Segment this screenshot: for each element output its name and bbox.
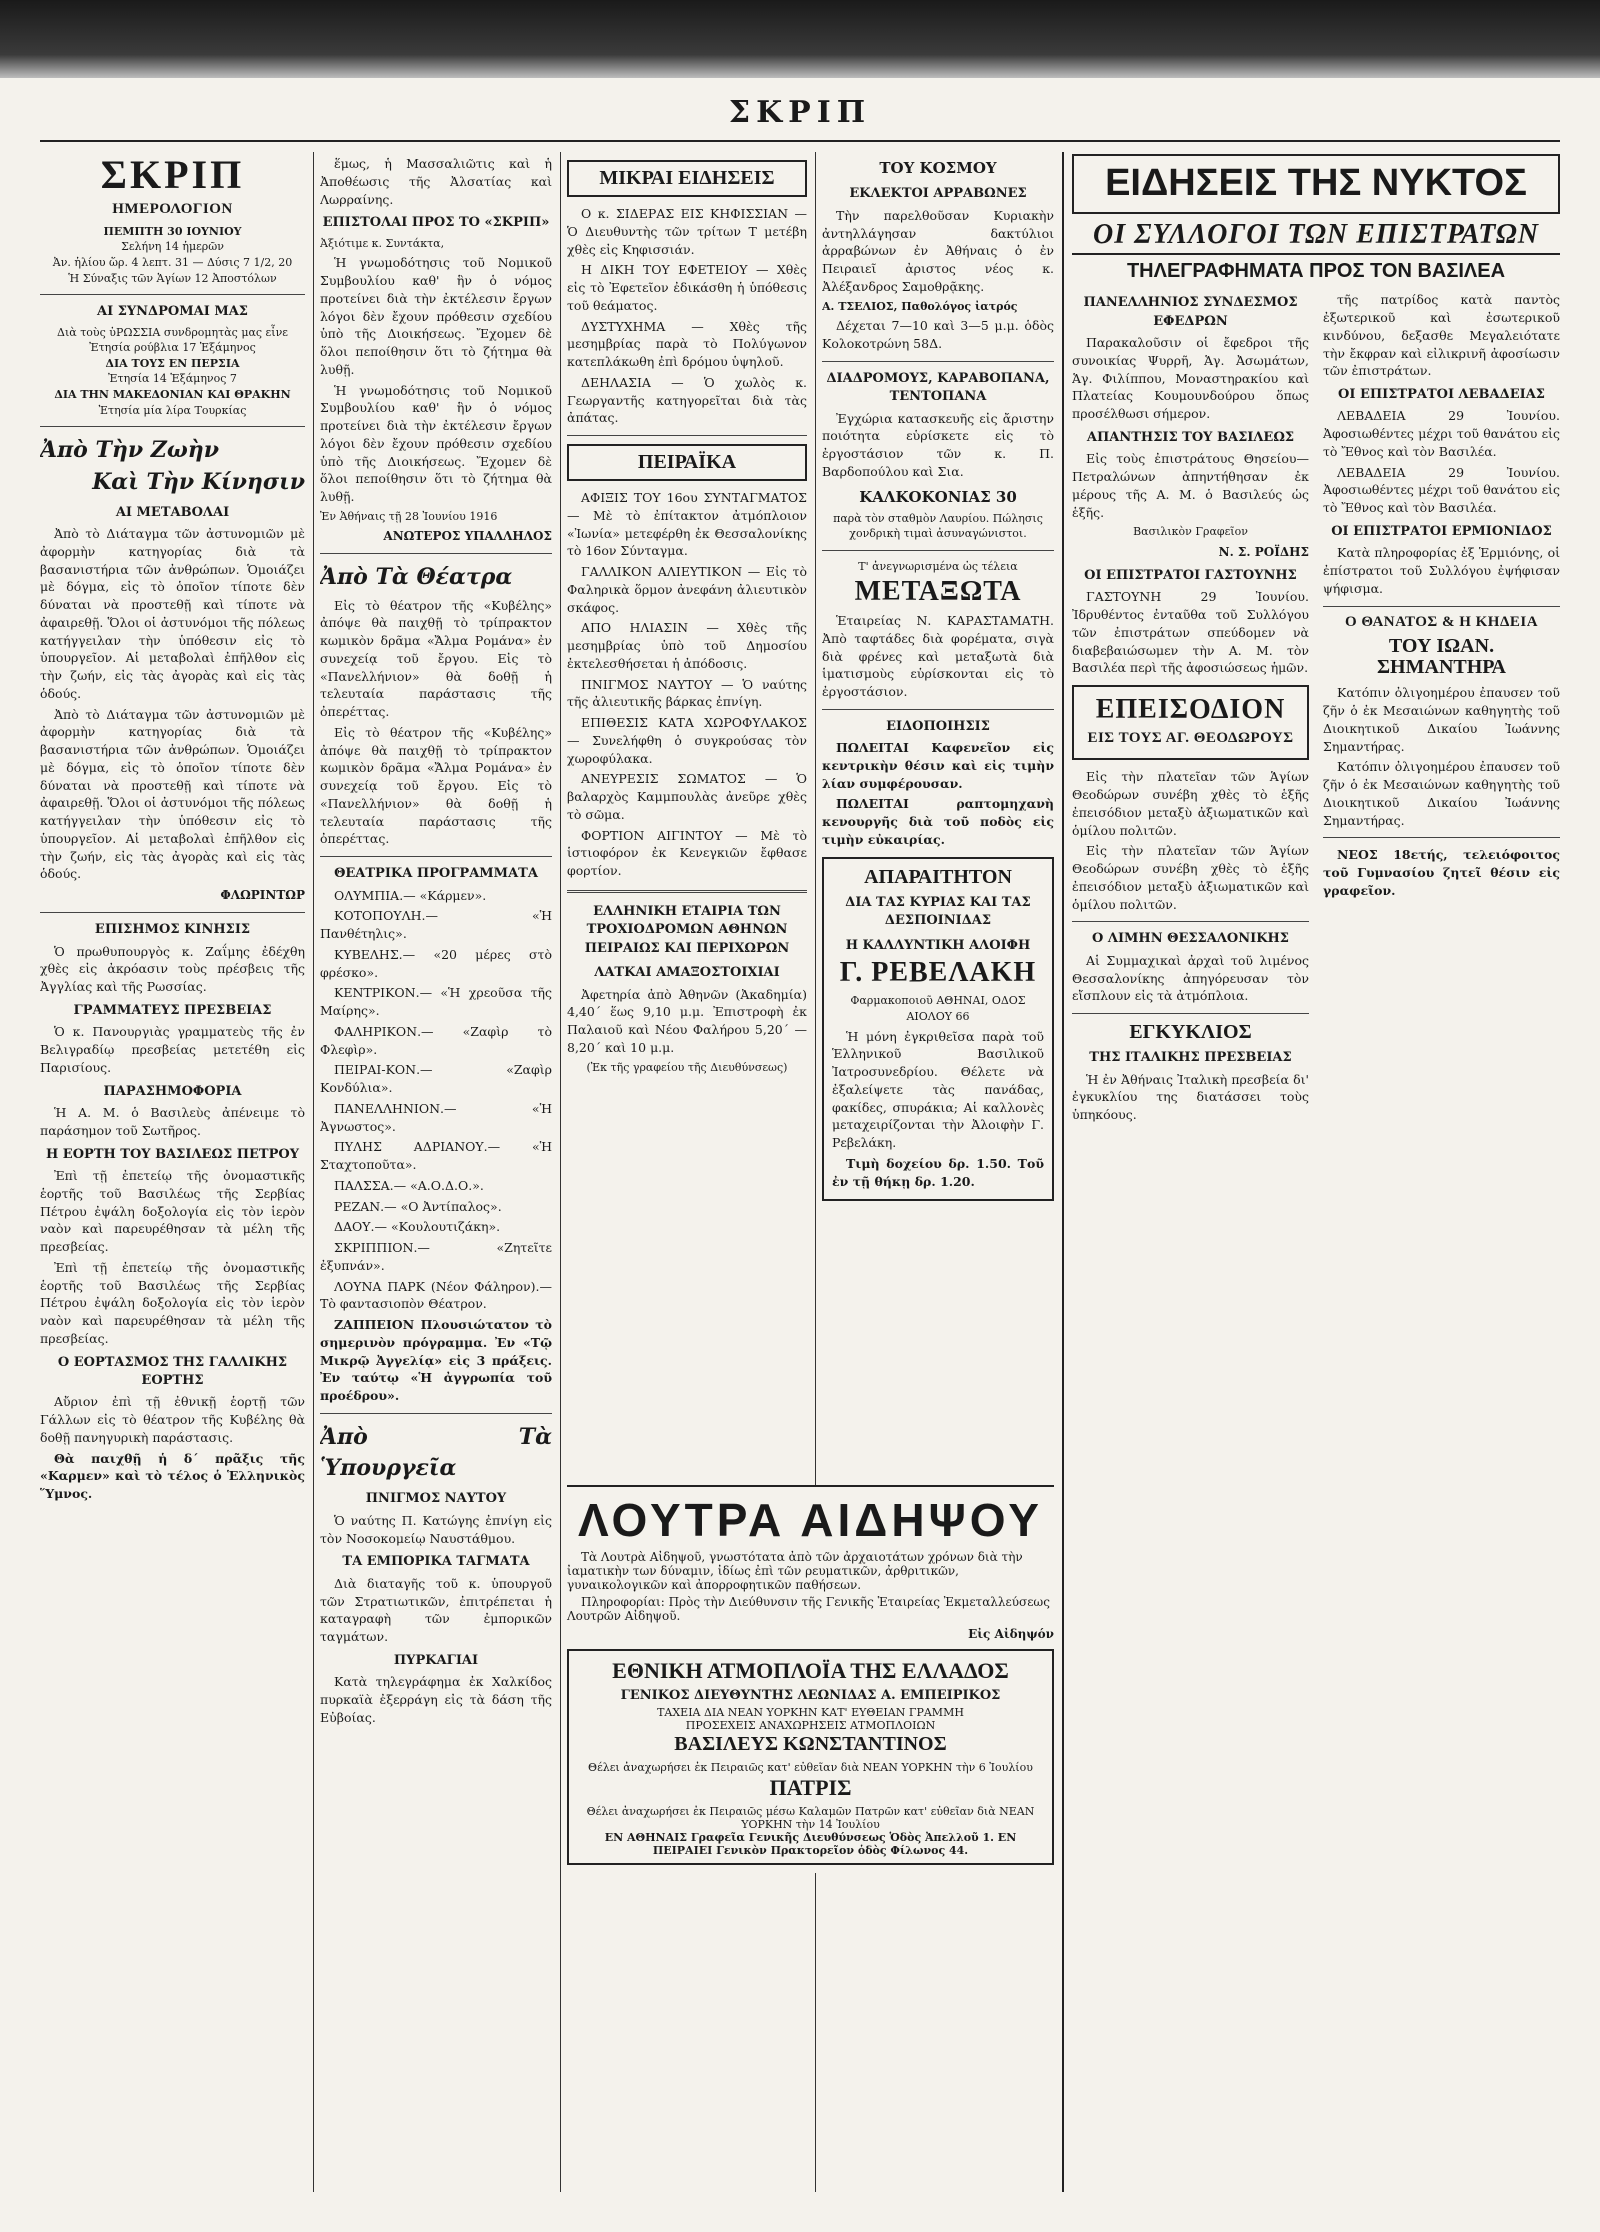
program-item: ΚΥΒΕΛΗΣ.— «20 μέρες στὸ φρέσκο».	[320, 946, 552, 980]
piraeus-item: ΓΑΛΛΙΚΟΝ ΑΛΙΕΥΤΙΚΟΝ — Εἰς τὸ Φαληρικὰ ὅρμον ἀνεφάνη ἀλιευτικὸν σκάφος.	[567, 564, 807, 615]
news-4-body-2: Ἐπὶ τῇ ἐπετείῳ τῆς ὀνομαστικῆς ἑορτῆς τοῦ Βασιλέως τῆς Σερβίας Πέτρου ἐψάλη δοξολογία εἰς τὸν ἱερὸν ναὸν καὶ παρευρέθησαν τὰ μέλη τῆς πρεσβείας.	[40, 1259, 305, 1346]
funeral-subtitle: ΤΟΥ ΙΩΑΝ. ΣΗΜΑΝΤΗΡΑ	[1376, 635, 1506, 679]
subscriptions-region: ΔΙΑ ΤΟΥΣ ΕΝ ΠΕΡΣΙΑ	[105, 356, 240, 370]
page-masthead: ΣΚΡΙΠ	[728, 95, 872, 130]
subscriptions-price-1: Ἐτησία ρούβλια 17 Ἑξάμηνος	[89, 341, 256, 355]
ointment-ad-body: Ἡ μόνη ἐγκριθεῖσα παρὰ τοῦ Ἑλληνικοῦ Βασιλικοῦ Ἰατροσυνεδρίου. Θέλετε νὰ ἐξαλείψετε τὰς πανάδας, φακίδες, σπυράκια; Αἱ καλλονὲς μεταχειρίζονται τὴν Ἀλοιφὴν Γ. Ρεβελάκη.	[832, 1028, 1044, 1151]
letters-greeting: Ἀξιότιμε κ. Συντάκτα,	[320, 236, 445, 250]
lebadeia-title: ΟΙ ΕΠΙΣΤΡΑΤΟΙ ΛΕΒΑΔΕΙΑΣ	[1338, 387, 1545, 403]
subscriptions-line: Διὰ τοὺς ὑΡΩΣΣΙΑ συνδρομητὰς μας εἶνε	[57, 325, 288, 339]
program-item: ΚΟΤΟΠΟΥΛΗ.— «Ἡ Πανθέτηλις».	[320, 908, 552, 942]
telegram-body: τῆς πατρίδος κατὰ παντὸς ἐξωτερικοῦ καὶ ἐσωτερικοῦ κινδύνου, δεξασθε Μεγαλειότατε τὴν ἔκφραν καὶ εἰλικρινῆ ἀφοσίωσιν τῶν ἐπιστράτων.	[1323, 292, 1560, 379]
reservists-title: ΟΙ ΣΥΛΛΟΓΟΙ ΤΩΝ ΕΠΙΣΤΡΑΤΩΝ	[1072, 220, 1560, 255]
tram-body: Ἀφετηρία ἀπὸ Ἀθηνῶν (Ἀκαδημία) 4,40΄ ἕως 9,10 μ.μ. Ἐπιστροφὴ ἐκ Παλαιοῦ καὶ Νέου Φαλήρου 5,20΄ — 8,20΄ καὶ 10 μ.μ.	[567, 986, 807, 1055]
ointment-ad-sub: Φαρμακοποιοῦ ΑΘΗΝΑΙ, ΟΔΟΣ ΑΙΟΛΟΥ 66	[850, 994, 1026, 1024]
ministries-body-2: Διὰ διαταγῆς τοῦ κ. ὑπουργοῦ τῶν Στρατιωτικῶν, ἐπιτρέπεται ἡ καταγραφὴ τῶν ἐμπορικῶν ταγμάτων.	[320, 1575, 552, 1645]
letters-signature: ΑΝΩΤΕΡΟΣ ΥΠΑΛΛΗΛΟΣ	[383, 529, 552, 544]
program-item: ΔΑΟΥ.— «Κουλουτιζάκη».	[334, 1219, 501, 1235]
divider	[567, 890, 807, 893]
feature-signature: ΦΛΩΡΙΝΤΩΡ	[220, 888, 305, 903]
union-body: Παρακαλοῦσιν οἱ ἔφεδροι τῆς συνοικίας Ψυρρῆ, Ἁγ. Ἀσωμάτων, Ἁγ. Φιλίππου, Μοναστηρακίου καὶ Πλατείας Κουμουνδούρου ὅπως προσέλθωσι σήμερον.	[1072, 335, 1309, 422]
almanac-sun: Ἀν. ἡλίου ὥρ. 4 λεπτ. 31 — Δύσις 7 1/2, 20	[52, 255, 293, 269]
feature-body: Ἀπὸ τὸ Διάταγμα τῶν ἀστυνομιῶν μὲ ἀφορμὴν κατηγορίας διὰ τὰ βασανιστήρια τῶν ἀνθρώπων. Ὁμοιάζει μὲ δόγμα, εἰς τὸ ὁποῖον τίποτε δὲν δύναται νὰ προστεθῇ καὶ τίποτε νὰ ἀφαιρεθῇ. Ὅλοι οἱ ἀστυνόμοι τῆς πόλεως κατήγγειλαν τὴν ὑπόθεσιν εἰς τὸ ὑπουργεῖον. Αἱ μεταβολαὶ ἐπῆλθον εἰς τὴν ζωήν, εἰς τὰς ἀγορὰς καὶ εἰς τὰς ὁδούς.	[40, 526, 305, 701]
almanac-saint: Ἡ Σύναξις τῶν Ἁγίων 12 Ἀποστόλων	[68, 271, 277, 285]
program-item: ΚΕΝΤΡΙΚΟΝ.— «Ἡ χρεοῦσα τῆς Μαίρης».	[320, 985, 552, 1019]
program-item: ΛΟΥΝΑ ΠΑΡΚ (Νέον Φάληρον).— Τὸ φαντασιοπὸν Θέατρον.	[320, 1278, 552, 1312]
ointment-ad-title-1: ΑΠΑΡΑΙΤΗΤΟΝ	[864, 865, 1012, 888]
news-3-title: ΠΑΡΑΣΗΜΟΦΟΡΙΑ	[103, 1083, 242, 1099]
baths-info: Πληροφορίαι: Πρὸς τὴν Διεύθυνσιν τῆς Γενικῆς Ἑταιρείας Ἐκμεταλλεύσεως Λουτρῶν Αἰδηψοῦ.	[567, 1595, 1050, 1623]
theatre-body-2: Εἰς τὸ θέατρον τῆς «Κυβέλης» ἀπόψε θὰ παιχθῇ τὸ τρίπρακτον κωμικὸν δρᾶμα «Ἄλμα Ρομάνα» ἐν συνεχείᾳ τοῦ ἔργου. Εἰς τὸ «Πανελλήνιον» θὰ δοθῇ ἡ τελευταία παράστασις τῆς ὀπερέττας.	[320, 724, 552, 847]
circular-body: Ἡ ἐν Ἀθήναις Ἰταλικὴ πρεσβεία δι' ἐγκυκλίου της διατάσσει τοὺς ὑπηκόους.	[1072, 1071, 1309, 1123]
news-5-body: Αὔριον ἐπὶ τῇ ἐθνικῇ ἑορτῇ τῶν Γάλλων εἰς τὸ θέατρον τῆς Κυβέλης θὰ δοθῇ πανηγυρικὴ παράστασις.	[40, 1394, 305, 1445]
minor-news-item: Ο κ. ΣΙΔΕΡΑΣ ΕΙΣ ΚΗΦΙΣΣΙΑΝ — Ὁ Διευθυντὴς τῶν τρίτων Τ μετέβη χθὲς εἰς Κηφισσιάν.	[567, 206, 807, 257]
shipping-agents: ΕΝ ΑΘΗΝΑΙΣ Γραφεῖα Γενικῆς Διευθύνσεως Ὁδὸς Ἀπελλοῦ 1. ΕΝ ΠΕΙΡΑΙΕΙ Γενικὸν Πρακτορεῖον ὁδὸς Φίλωνος 44.	[604, 1831, 1017, 1858]
shipping-title: ΕΘΝΙΚΗ ΑΤΜΟΠΛΟΪΑ ΤΗΣ ΕΛΛΑΔΟΣ	[612, 1658, 1009, 1683]
column-2-intro: ἕμως, ἡ Μασσαλιῶτις καὶ ἡ Ἀποθέωσις τῆς Ἀλσατίας καὶ Λωρραίνης.	[320, 156, 552, 207]
letters-body-2: Ἡ γνωμοδότησις τοῦ Νομικοῦ Συμβουλίου καθ' ἣν ὁ νόμος προτείνει διὰ τὴν ἐκτέλεσιν ἔργων λόγοι δὲν ἔχουν πρόθεσιν σχεδίου ὑπὸ τῆς Διοικήσεως. Ἔχομεν δὲ ὅλοι πεποίθησιν ὅτι τὸ ζήτημα θὰ λυθῇ.	[320, 382, 552, 505]
divider	[40, 912, 305, 913]
lebadeia-body-2: ΛΕΒΑΔΕΙΑ 29 Ἰουνίου. Ἀφοσιωθέντες μέχρι τοῦ θανάτου εἰς τὸ Ἔθνος καὶ τὸν Βασιλέα.	[1323, 464, 1560, 516]
gastouni-title: ΟΙ ΕΠΙΣΤΡΑΤΟΙ ΓΑΣΤΟΥΝΗΣ	[1084, 568, 1297, 584]
letters-date: Ἐν Ἀθήναις τῇ 28 Ἰουνίου 1916	[320, 509, 498, 523]
piraeus-list	[567, 489, 807, 880]
divider	[567, 435, 807, 436]
port-body: Αἱ Συμμαχικαὶ ἀρχαὶ τοῦ λιμένος Θεσσαλονίκης ἀπηγόρευσαν τὸν εἴσπλουν εἰς τὰ ἀτμόπλοια.	[1072, 952, 1309, 1004]
ministries-title: Ἀπὸ Τὰ Ὑπουργεῖα	[320, 1423, 552, 1482]
bottom-ads	[567, 1485, 1054, 1873]
almanac-date: ΠΕΜΠΤΗ 30 ΙΟΥΝΙΟΥ	[103, 224, 242, 238]
shipping-director: ΓΕΝΙΚΟΣ ΔΙΕΥΘΥΝΤΗΣ ΛΕΩΝΙΔΑΣ Α. ΕΜΠΕΙΡΙΚΟΣ	[620, 1688, 1001, 1704]
section-rule	[1062, 152, 1064, 2192]
divider	[822, 550, 1054, 551]
minor-news-item: ΔΕΗΛΑΣΙΑ — Ὁ χωλὸς κ. Γεωργαντῆς κατηγορεῖται διὰ τὰς ἀπάτας.	[567, 374, 807, 426]
programs-title: ΘΕΑΤΡΙΚΑ ΠΡΟΓΡΑΜΜΑΤΑ	[334, 866, 538, 882]
ermionis-title: ΟΙ ΕΠΙΣΤΡΑΤΟΙ ΕΡΜΙΟΝΙΔΟΣ	[1331, 523, 1552, 539]
notice-1: ΠΩΛΕΙΤΑΙ Καφενεῖον εἰς κεντρικὴν θέσιν καὶ εἰς τιμὴν λίαν συμφέρουσαν.	[822, 740, 1054, 791]
world-title: ΤΟΥ ΚΟΣΜΟΥ	[879, 159, 997, 177]
funeral-title: Ο ΘΑΝΑΤΟΣ & Η ΚΗΔΕΙΑ	[1344, 613, 1539, 630]
feature-title-2: Καὶ Τὴν Κίνησιν	[92, 468, 305, 495]
tram-title: ΕΛΛΗΝΙΚΗ ΕΤΑΙΡΙΑ ΤΩΝ ΤΡΟΧΙΟΔΡΟΜΩΝ ΑΘΗΝΩΝ ΠΕΙΡΑΙΩΣ ΚΑΙ ΠΕΡΙΧΩΡΩΝ	[584, 903, 790, 956]
ministries-sub-2: ΤΑ ΕΜΠΟΡΙΚΑ ΤΑΓΜΑΤΑ	[342, 1554, 530, 1570]
silk-body: Ἑταιρείας Ν. ΚΑΡΑΣΤΑΜΑΤΗ. Ἀπὸ ταφτάδες διὰ φορέματα, σιγὰ διὰ φρένες καὶ μεταξωτὰ διὰ ἱματισμοὺς εὑρίσκονται εἰς τὸ ἐργοστάσιον.	[822, 613, 1054, 700]
circular-subtitle: ΤΗΣ ΙΤΑΛΙΚΗΣ ΠΡΕΣΒΕΙΑΣ	[1089, 1050, 1292, 1066]
lebadeia-body: ΛΕΒΑΔΕΙΑ 29 Ἰουνίου. Ἀφοσιωθέντες μέχρι τοῦ θανάτου εἰς τὸ Ἔθνος καὶ τὸν Βασιλέα.	[1323, 408, 1560, 459]
episode-body: Εἰς τὴν πλατεῖαν τῶν Ἁγίων Θεοδώρων συνέβη χθὲς τὸ ἑξῆς ἐπεισόδιον μεταξὺ ἀξιωματικῶν καὶ ὁμίλου πολιτῶν.	[1072, 769, 1309, 838]
ointment-ad-title-3: Η ΚΑΛΛΥΝΤΙΚΗ ΑΛΟΙΦΗ	[845, 937, 1031, 953]
reply-body: Εἰς τοὺς ἐπιστράτους Θησείου—Πετραλώνων ἀπηντήθησαν ἐκ μέρους τῆς Α. Μ. ὁ Βασιλεύς ὡς ἑξῆς.	[1072, 451, 1309, 520]
notices-title: ΕΙΔΟΠΟΙΗΣΙΣ	[886, 718, 990, 734]
silk-title: ΜΕΤΑΞΩΤΑ	[854, 575, 1022, 607]
ointment-ad-title-2: ΔΙΑ ΤΑΣ ΚΥΡΙΑΣ ΚΑΙ ΤΑΣ ΔΕΣΠΟΙΝΙΔΑΣ	[845, 894, 1031, 929]
ship-1-name: ΒΑΣΙΛΕΥΣ ΚΩΝΣΤΑΝΤΙΝΟΣ	[674, 1733, 947, 1756]
almanac-title: ΗΜΕΡΟΛΟΓΙΟΝ	[112, 201, 233, 217]
brand-title: ΣΚΡΙΠ	[100, 152, 245, 197]
episode-subtitle: ΕΙΣ ΤΟΥΣ ΑΓ. ΘΕΟΔΩΡΟΥΣ	[1087, 729, 1294, 746]
episode-box	[1072, 685, 1309, 760]
column-2	[320, 152, 552, 2192]
piraeus-item: ΑΦΙΞΙΣ ΤΟΥ 16ου ΣΥΝΤΑΓΜΑΤΟΣ — Μὲ τὸ ἐπίτακτον ἀτμόπλοιον «Ἰωνία» μετεφέρθη ἐκ Θεσσαλονίκης τὸ 16ον Σύνταγμα.	[567, 490, 807, 559]
program-item: ΡΕΖΑΝ.— «Ο Ἀντίπαλος».	[334, 1198, 502, 1214]
column-5	[1072, 152, 1560, 2192]
shipping-ad	[567, 1649, 1054, 1865]
piraeus-item: ΑΠΟ ΗΛΙΑΣΙΝ — Χθὲς τῆς μεσημβρίας ὑπὸ τοῦ Δημοσίου ἐκτελεσθήσεται ἡ ἀπόδοσις.	[567, 620, 807, 671]
subscriptions-price-3: Ἐτησία μία λίρα Τουρκίας	[98, 403, 247, 417]
ministries-body-3: Κατὰ τηλεγράφημα ἐκ Χαλκίδος πυρκαϊὰ ἐξερράγη εἰς τὰ δάση τῆς Εὐβοίας.	[320, 1674, 552, 1725]
divider	[822, 709, 1054, 710]
news-3-body: Ἡ Α. Μ. ὁ Βασιλεὺς ἀπένειμε τὸ παράσημον τοῦ Σωτῆρος.	[40, 1105, 305, 1138]
port-title: Ο ΛΙΜΗΝ ΘΕΣΣΑΛΟΝΙΚΗΣ	[1092, 931, 1289, 947]
column-4	[822, 152, 1054, 2192]
column-rule	[560, 152, 561, 2192]
program-item: ΠΑΛΣΣΑ.— «Α.Ο.Δ.Ο.».	[334, 1177, 484, 1193]
shipping-next: ΠΡΟΣΕΧΕΙΣ ΑΝΑΧΩΡΗΣΕΙΣ ΑΤΜΟΠΛΟΙΩΝ	[685, 1719, 936, 1733]
funeral-body-2: Κατόπιν ὀλιγοημέρου ἐπαυσεν τοῦ ζῆν ὁ ἐκ Μεσαιώνων καθηγητὴς τοῦ Διοικητικοῦ Δικαίου Ἰωάννης Σημαντήρας.	[1323, 759, 1560, 828]
program-item: ΠΑΝΕΛΛΗΝΙΟΝ.— «Ἡ Ἀγνωστος».	[320, 1100, 552, 1134]
news-4-title: Η ΕΟΡΤΗ ΤΟΥ ΒΑΣΙΛΕΩΣ ΠΕΤΡΟΥ	[46, 1146, 299, 1162]
news-1-title: ΕΠΙΣΗΜΟΣ ΚΙΝΗΣΙΣ	[94, 922, 251, 938]
piraeus-title: ΠΕΙΡΑΪΚΑ	[567, 444, 807, 481]
doctor-body: Δέχεται 7—10 καὶ 3—5 μ.μ. ὁδὸς Κολοκοτρώνη 58Δ.	[822, 318, 1054, 351]
gastouni-body: ΓΑΣΤΟΥΝΗ 29 Ἰουνίου. Ἰδρυθέντος ἐνταῦθα τοῦ Συλλόγου τῶν ἐπιστράτων σπεύδομεν νὰ διαβεβαιώσωμεν τὴν Α. Μ. τὸν Βασιλέα περὶ τῆς ἀφοσιώσεως ἡμῶν.	[1072, 589, 1309, 676]
masthead-rule	[40, 140, 1560, 142]
letters-title: ΕΠΙΣΤΟΛΑΙ ΠΡΟΣ ΤΟ «ΣΚΡΙΠ»	[322, 215, 550, 231]
reply-title: ΑΠΑΝΤΗΣΙΣ ΤΟΥ ΒΑΣΙΛΕΩΣ	[1086, 429, 1295, 445]
minor-news-item: Η ΔΙΚΗ ΤΟΥ ΕΦΕΤΕΙΟΥ — Χθὲς εἰς τὸ Ἐφετεῖον ἐδικάσθη ἡ ὑπόθεσις τοῦ θεάματος.	[567, 262, 807, 313]
night-news-title: ΕΙΔΗΣΕΙΣ ΤΗΣ ΝΥΚΤΟΣ	[1072, 154, 1560, 214]
night-news-right	[1323, 288, 1560, 1127]
ermionis-body: Κατὰ πληροφορίας ἐξ Ἑρμιόνης, οἱ ἐπίστρατοι τοῦ Συλλόγου ἐψήφισαν ψήφισμα.	[1323, 545, 1560, 596]
ship-1-info: Θέλει ἀναχωρήσει ἐκ Πειραιῶς κατ' εὐθεῖαν διὰ ΝΕΑΝ ΥΟΡΚΗΝ τὴν 6 Ἰουλίου	[588, 1761, 1033, 1775]
world-subtitle: ΕΚΛΕΚΤΟΙ ΑΡΡΑΒΩΝΕΣ	[849, 186, 1027, 202]
ointment-ad-title-4: Γ. ΡΕΒΕΛΑΚΗ	[839, 957, 1037, 989]
program-item: ΟΛΥΜΠΙΑ.— «Κάρμεν».	[334, 887, 487, 903]
ministries-sub-3: ΠΥΡΚΑΓΙΑΙ	[393, 1652, 479, 1668]
lime-body: παρὰ τὸν σταθμὸν Λαυρίου. Πώλησις χονδρικὴ τιμαὶ ἀσυναγώνιστοι.	[833, 511, 1043, 541]
baths-title: ΛΟΥΤΡΑ ΑΙΔΗΨΟΥ	[578, 1494, 1043, 1546]
night-news-left	[1072, 288, 1309, 1127]
divider	[320, 553, 552, 554]
theatre-body: Εἰς τὸ θέατρον τῆς «Κυβέλης» ἀπόψε θὰ παιχθῇ τὸ τρίπρακτον κωμικὸν δρᾶμα «Ἄλμα Ρομάνα» ἐν συνεχείᾳ τοῦ ἔργου. Εἰς τὸ «Πανελλήνιον» θὰ δοθῇ ἡ τελευταία παράστασις τῆς ὀπερέττας.	[320, 597, 552, 720]
subscriptions-region-2: ΔΙΑ ΤΗΝ ΜΑΚΕΔΟΝΙΑΝ ΚΑΙ ΘΡΑΚΗΝ	[54, 388, 291, 402]
night-news-columns	[1072, 288, 1560, 1127]
silk-intro: Τ' ἀνεγνωρισμένα ὡς τέλεια	[858, 560, 1018, 574]
divider	[40, 294, 305, 295]
minor-news-item: ΔΥΣΤΥΧΗΜΑ — Χθὲς τῆς μεσημβρίας παρὰ τὸ Πολύγωνον κατεπλάκωθη ἐπὶ δρόμου ὑψηλοῦ.	[567, 318, 807, 369]
program-item: ΦΑΛΗΡΙΚΟΝ.— «Ζαφὶρ τὸ Φλεφὶρ».	[320, 1023, 552, 1057]
tent-title: ΔΙΑΔΡΟΜΟΥΣ, ΚΑΡΑΒΟΠΑΝΑ, ΤΕΝΤΟΠΑΝΑ	[826, 370, 1050, 405]
ointment-ad-price: Τιμὴ δοχείου δρ. 1.50. Τοῦ ἐν τῇ θήκῃ δρ. 1.20.	[832, 1155, 1044, 1189]
union-title: ΠΑΝΕΛΛΗΝΙΟΣ ΣΥΝΔΕΣΜΟΣ ΕΦΕΔΡΩΝ	[1083, 295, 1298, 329]
minor-news-title: ΜΙΚΡΑΙ ΕΙΔΗΣΕΙΣ	[567, 160, 807, 197]
episode-body-2: Εἰς τὴν πλατεῖαν τῶν Ἁγίων Θεοδώρων συνέβη χθὲς τὸ ἑξῆς ἐπεισόδιον μεταξὺ ἀξιωματικῶν καὶ ὁμίλου πολιτῶν.	[1072, 843, 1309, 912]
divider	[1323, 837, 1560, 838]
doctor-name: Α. ΤΣΕΛΙΟΣ, Παθολόγος ἰατρός	[822, 299, 1018, 313]
feature-subtitle: ΑΙ ΜΕΤΑΒΟΛΑΙ	[115, 504, 230, 520]
divider	[1072, 1013, 1309, 1014]
divider	[320, 1413, 552, 1414]
theatre-title: Ἀπὸ Τὰ Θέατρα	[320, 564, 513, 591]
program-item: ΣΚΡΙΠΠΙΟΝ.— «Ζητεῖτε ἐξυπνάν».	[320, 1240, 552, 1273]
news-5-tail: Θὰ παιχθῇ ἡ δ΄ πρᾶξις τῆς «Καρμεν» καὶ τὸ τέλος ὁ Ἑλληνικὸς Ὕμνος.	[40, 1450, 305, 1502]
news-5-title: Ο ΕΟΡΤΑΣΜΟΣ ΤΗΣ ΓΑΛΛΙΚΗΣ ΕΟΡΤΗΣ	[57, 1354, 288, 1389]
almanac-moon: Σελήνη 14 ἡμερῶν	[121, 240, 224, 254]
world-body: Τὴν παρελθοῦσαν Κυριακὴν ἀντηλλάγησαν δακτύλιοι ἀρραβώνων ἐν Ἀθήναις ὁ ἐν Πειραιεῖ ἀριστος νέος κ. Ἀλέξανδρος Σαμοθρᾷκης.	[822, 207, 1054, 294]
ministries-body-1: Ὁ ναύτης Π. Κατώγης ἐπνίγη εἰς τὸν Νοσοκομείῳ Ναυστάθμου.	[320, 1512, 552, 1546]
column-rule	[313, 152, 314, 2192]
tram-subtitle: ΛΑΤΚΑΙ ΑΜΑΞΟΣΤΟΙΧΙΑΙ	[594, 965, 780, 981]
shipping-line: ΤΑΧΕΙΑ ΔΙΑ ΝΕΑΝ ΥΟΡΚΗΝ ΚΑΤ' ΕΥΘΕΙΑΝ ΓΡΑΜΜΗ	[657, 1706, 964, 1720]
ship-2-info: Θέλει ἀναχωρήσει ἐκ Πειραιῶς μέσω Καλαμῶν Πατρῶν κατ' εὐθεῖαν διὰ ΝΕΑΝ ΥΟΡΚΗΝ τὴν 14 Ἰουλίου	[586, 1805, 1035, 1832]
divider	[1323, 606, 1560, 607]
reply-signature: Ν. Σ. ΡΟΪΔΗΣ	[1218, 545, 1309, 559]
piraeus-item: ΕΠΙΘΕΣΙΣ ΚΑΤΑ ΧΩΡΟΦΥΛΑΚΟΣ — Συνελήφθη ὁ συγκρούσας τὸν χωροφύλακα.	[567, 715, 807, 766]
divider	[1072, 921, 1309, 922]
final-note: ΝΕΟΣ 18ετής, τελειόφοιτος τοῦ Γυμνασίου ζητεῖ θέσιν εἰς γραφεῖον.	[1323, 847, 1560, 898]
letters-body: Ἡ γνωμοδότησις τοῦ Νομικοῦ Συμβουλίου καθ' ἣν ὁ νόμος προτείνει διὰ τὴν ἐκτέλεσιν ἔργων λόγοι δὲν ἔχουν πρόθεσιν σχεδίου ὑπὸ τῆς Διοικήσεως. Ἔχομεν δὲ ὅλοι πεποίθησιν ὅτι τὸ ζήτημα θὰ λυθῇ.	[320, 255, 552, 377]
news-2-title: ΓΡΑΜΜΑΤΕΥΣ ΠΡΕΣΒΕΙΑΣ	[73, 1002, 272, 1018]
program-item: ΠΕΙΡΑΙ-ΚΟΝ.— «Ζαφὶρ Κονδύλια».	[320, 1062, 552, 1096]
piraeus-item: ΑΝΕΥΡΕΣΙΣ ΣΩΜΑΤΟΣ — Ὁ βαλαρχὸς Καμμπουλὰς ἀνεῦρε χθὲς τὸ σῶμα.	[567, 771, 807, 822]
column-3	[567, 152, 807, 2192]
reply-office: Βασιλικὸν Γραφεῖον	[1133, 525, 1248, 539]
piraeus-item: ΦΟΡΤΙΟΝ ΑΙΓΙΝΤΟΥ — Μὲ τὸ ἱστιοφόρον ἐκ Κενεγκιῶν ἔφθασε φορτίον.	[567, 827, 807, 878]
news-1-body: Ὁ πρωθυπουργὸς κ. Ζαΐμης ἐδέχθη χθὲς εἰς ἀκρόασιν τοὺς πρέσβεις τῆς Ἀγγλίας καὶ τῆς Ρωσσίας.	[40, 943, 305, 995]
ointment-ad	[822, 857, 1054, 1202]
zappeion-notice: ΖΑΠΠΕΙΟΝ Πλουσιώτατον τὸ σημερινὸν πρόγραμμα. Ἐν «Τῷ Μικρῷ Ἀγγελίᾳ» εἰς 3 πράξεις. Ἐν ταύτῳ «Ἡ ἀγγρωπία τοῦ προέδρου».	[320, 1317, 552, 1404]
funeral-body: Κατόπιν ὀλιγοημέρου ἐπαυσεν τοῦ ζῆν ὁ ἐκ Μεσαιώνων καθηγητὴς τοῦ Διοικητικοῦ Δικαίου Ἰωάννης Σημαντήρας.	[1323, 685, 1560, 754]
tent-body: Ἐγχώρια κατασκευῆς εἰς ἄριστην ποιότητα εὑρίσκετε εἰς τὸ ἐργοστάσιον τῶν κ. Π. Βαρδοπούλου καὶ Σια.	[822, 410, 1054, 479]
telegrams-title: ΤΗΛΕΓΡΑΦΗΜΑΤΑ ΠΡΟΣ ΤΟΝ ΒΑΣΙΛΕΑ	[1126, 260, 1506, 283]
divider	[822, 361, 1054, 362]
divider	[40, 426, 305, 427]
news-2-body: Ὁ κ. Πανουργιὰς γραμματεὺς τῆς ἐν Βελιγραδίῳ πρεσβείας μετετέθη εἰς Παρισίους.	[40, 1024, 305, 1075]
baths-signature: Εἰς Αἰδηψόν	[968, 1627, 1054, 1641]
scan-dark-edge	[0, 0, 1600, 78]
notice-2: ΠΩΛΕΙΤΑΙ ραπτομηχανὴ κενουργῆς διὰ τοῦ ποδὸς εἰς τιμὴν εὐκαιρίας.	[822, 796, 1054, 847]
episode-title: ΕΠΕΙΣΟΔΙΟΝ	[1095, 694, 1286, 726]
news-4-body: Ἐπὶ τῇ ἐπετείῳ τῆς ὀνομαστικῆς ἑορτῆς τοῦ Βασιλέως τῆς Σερβίας Πέτρου ἐψάλη δοξολογία εἰς τὸν ἱερὸν ναὸν καὶ παρευρέθησαν τὰ μέλη τῆς πρεσβείας.	[40, 1168, 305, 1255]
feature-title-1: Ἀπὸ Τὴν Ζωὴν	[40, 437, 220, 464]
ship-2-name: ΠΑΤΡΙΣ	[769, 1775, 852, 1801]
piraeus-item: ΠΝΙΓΜΟΣ ΝΑΥΤΟΥ — Ὁ ναύτης τῆς ἀλιευτικῆς βάρκας ἐπνίγη.	[567, 676, 807, 710]
column-rule	[815, 152, 816, 2192]
baths-body: Τὰ Λουτρὰ Αἰδηψοῦ, γνωστότατα ἀπὸ τῶν ἀρχαιοτάτων χρόνων διὰ τὴν ἰαματικὴν των δύναμιν, ἰδίως ἐπὶ τῶν ρευματικῶν, ἀρθριτικῶν, γυναικολογικῶν καὶ ἀπορροφητικῶν παθήσεων.	[567, 1550, 1023, 1592]
minor-news-list	[567, 205, 807, 427]
subscriptions-price-2: Ἐτησία 14 Ἑξάμηνος 7	[108, 372, 237, 386]
column-1	[40, 152, 305, 2192]
circular-title: ΕΓΚΥΚΛΙΟΣ	[1129, 1021, 1252, 1044]
ministries-sub-1: ΠΝΙΓΜΟΣ ΝΑΥΤΟΥ	[365, 1491, 507, 1507]
divider	[320, 856, 552, 857]
tram-note: (Ἐκ τῆς γραφείου τῆς Διευθύνσεως)	[586, 1060, 788, 1074]
subscriptions-title: ΑΙ ΣΥΝΔΡΟΜΑΙ ΜΑΣ	[97, 304, 248, 320]
programs-list	[320, 887, 552, 1314]
lime-title: ΚΑΛΚΟΚΟΝΙΑΣ 30	[859, 487, 1017, 506]
feature-body-2: Ἀπὸ τὸ Διάταγμα τῶν ἀστυνομιῶν μὲ ἀφορμὴν κατηγορίας διὰ τὰ βασανιστήρια τῶν ἀνθρώπων. Ὁμοιάζει μὲ δόγμα, εἰς τὸ ὁποῖον τίποτε δὲν δύναται νὰ προστεθῇ καὶ τίποτε νὰ ἀφαιρεθῇ. Ὅλοι οἱ ἀστυνόμοι τῆς πόλεως κατήγγειλαν τὴν ὑπόθεσιν εἰς τὸ ὑπουργεῖον. Αἱ μεταβολαὶ ἐπῆλθον εἰς τὴν ζωήν, εἰς τὰς ἀγορὰς καὶ εἰς τὰς ὁδούς.	[40, 706, 305, 882]
program-item: ΠΥΛΗΣ ΑΔΡΙΑΝΟΥ.— «Ἡ Σταχτοποῦτα».	[320, 1139, 552, 1173]
